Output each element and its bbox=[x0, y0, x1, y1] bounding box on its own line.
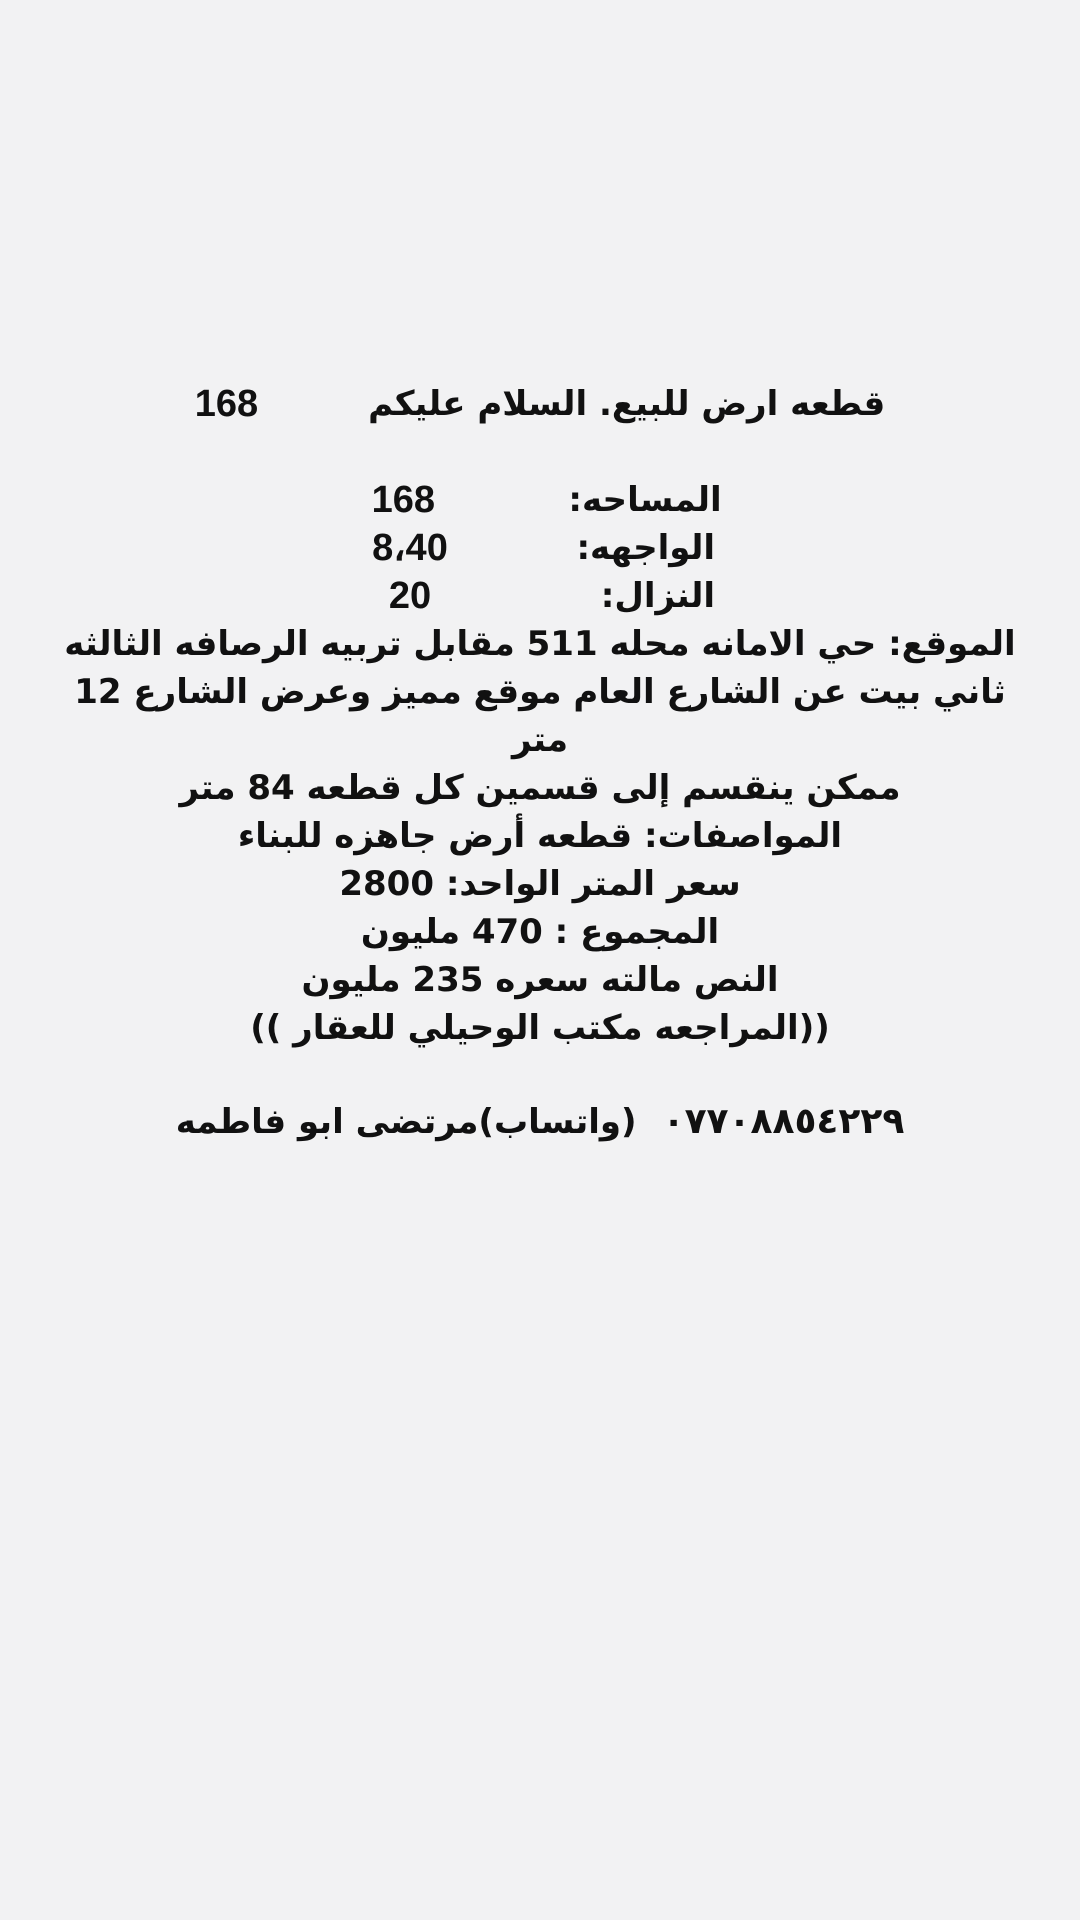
contact-row bbox=[0, 1098, 1080, 1146]
depth-value: 20 bbox=[388, 575, 432, 617]
phone-number: ٠٧٧٠٨٨٥٤٢٢٩ bbox=[662, 1101, 905, 1142]
half-price-line: النص مالته سعره 235 مليون bbox=[301, 960, 779, 1000]
reference-line: ((المراجعه مكتب الوحيلي للعقار )) bbox=[250, 1008, 830, 1048]
frontage-value: 8،40 bbox=[372, 527, 448, 569]
title-row bbox=[0, 380, 1080, 428]
title-text: قطعه ارض للبيع. السلام عليكم bbox=[368, 384, 886, 424]
area-row bbox=[0, 476, 1080, 524]
location-line-2: ثاني بيت عن الشارع العام موقع مميز وعرض الشارع 12 bbox=[74, 672, 1006, 712]
frontage-label: الواجهه: bbox=[576, 528, 715, 568]
price-line: سعر المتر الواحد: 2800 bbox=[339, 864, 741, 904]
specs-line: المواصفات: قطعه أرض جاهزه للبناء bbox=[237, 816, 843, 856]
area-label: المساحه: bbox=[568, 480, 722, 520]
title-number: 168 bbox=[194, 383, 259, 425]
listing-note bbox=[0, 380, 1080, 1146]
frontage-row bbox=[0, 524, 1080, 572]
depth-row bbox=[0, 572, 1080, 620]
total-line: المجموع : 470 مليون bbox=[360, 912, 720, 952]
depth-label: النزال: bbox=[600, 576, 715, 616]
location-line-1: الموقع: حي الامانه محله 511 مقابل تربيه الرصافه الثالثه bbox=[64, 624, 1016, 664]
spacer bbox=[0, 428, 1080, 476]
split-line: ممكن ينقسم إلى قسمين كل قطعه 84 متر bbox=[179, 768, 901, 808]
area-value: 168 bbox=[371, 479, 436, 521]
location-line-3: متر bbox=[511, 720, 569, 760]
spacer bbox=[0, 1052, 1080, 1098]
contact-name: (واتساب)مرتضى ابو فاطمه bbox=[175, 1102, 637, 1142]
